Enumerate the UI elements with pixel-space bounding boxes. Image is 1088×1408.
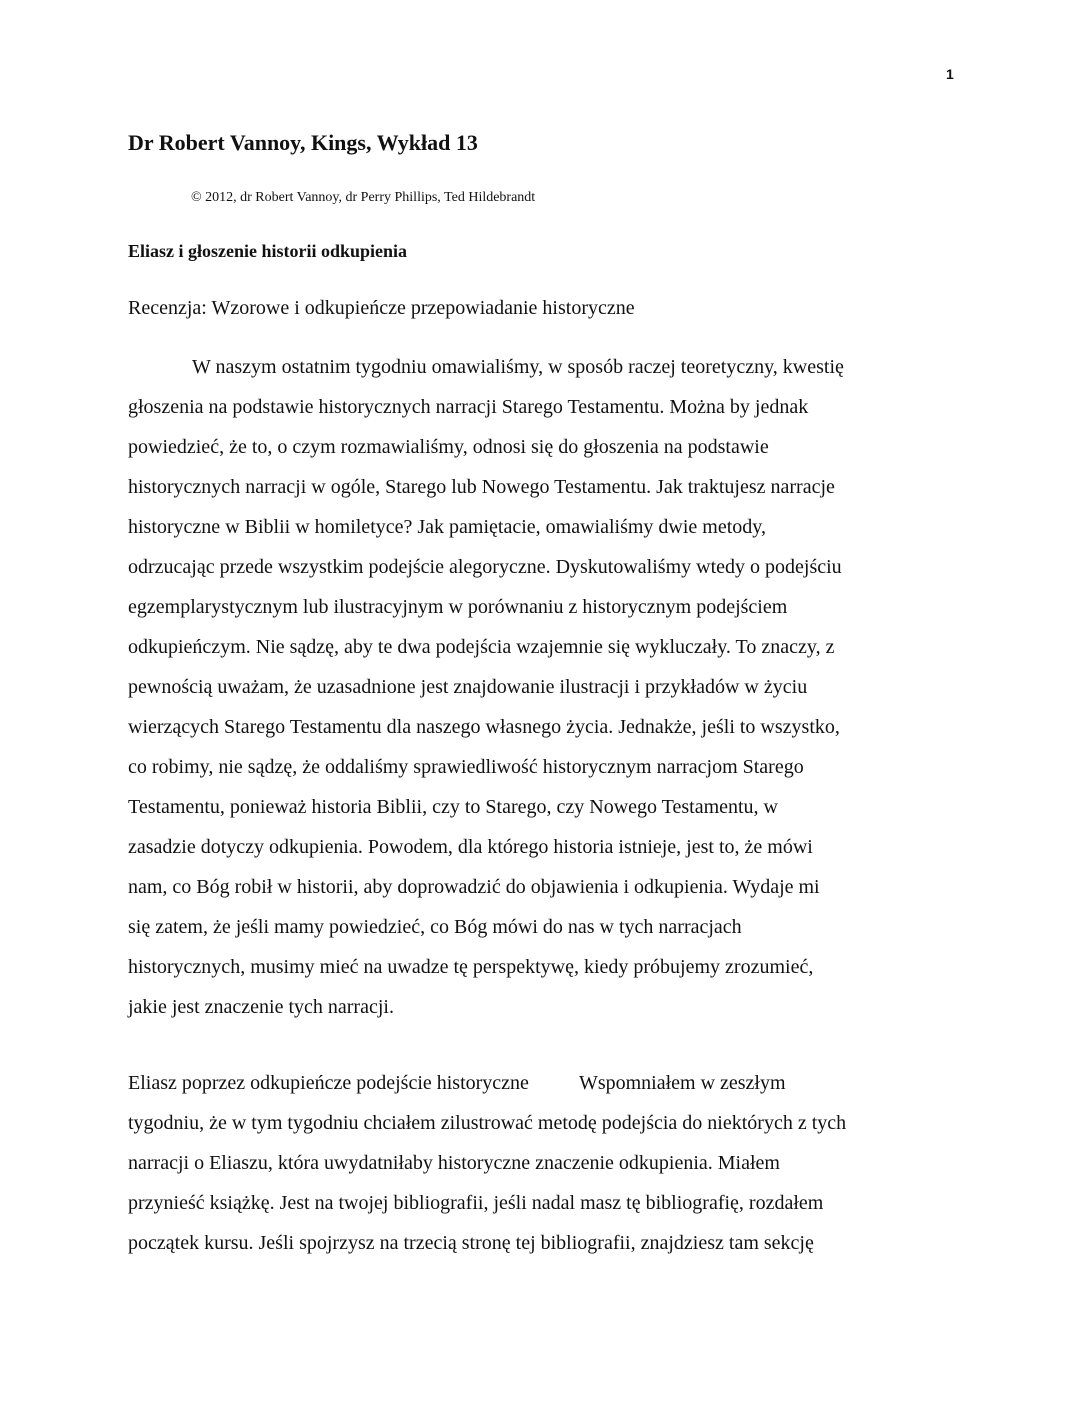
paragraph-line: tygodniu, że w tym tygodniu chciałem zilustrować metodę podejścia do niektórych z tych [128,1112,847,1134]
paragraph-line: W naszym ostatnim tygodniu omawialiśmy, w sposób raczej teoretyczny, kwestię [192,356,844,378]
paragraph-1 [128,347,844,1027]
paragraph-line: wierzących Starego Testamentu dla naszego własnego życia. Jednakże, jeśli to wszystko, [128,716,840,738]
paragraph-line: narracji o Eliaszu, która uwydatniłaby historyczne znaczenie odkupienia. Miałem [128,1152,780,1174]
paragraph-2 [128,1063,846,1263]
paragraph-line: historycznych narracji w ogóle, Starego lub Nowego Testamentu. Jak traktujesz narracje [128,476,835,498]
paragraph-line: nam, co Bóg robił w historii, aby doprowadzić do objawienia i odkupienia. Wydaje mi [128,876,820,898]
paragraph-line: historycznych, musimy mieć na uwadze tę perspektywę, kiedy próbujemy zrozumieć, [128,956,814,978]
paragraph-line: odkupieńczym. Nie sądzę, aby te dwa podejścia wzajemnie się wykluczały. To znaczy, z [128,636,835,658]
paragraph-line: Testamentu, ponieważ historia Biblii, czy to Starego, czy Nowego Testamentu, w [128,796,778,818]
paragraph-line: przynieść książkę. Jest na twojej bibliografii, jeśli nadal masz tę bibliografię, rozdałem [128,1192,824,1214]
paragraph-line-start: Wspomniałem w zeszłym [578,1072,786,1094]
paragraph-line: początek kursu. Jeśli spojrzysz na trzecią stronę tej bibliografii, znajdziesz tam sekcję [128,1232,814,1254]
paragraph-line: powiedzieć, że to, o czym rozmawialiśmy, odnosi się do głoszenia na podstawie [128,436,769,458]
paragraph-line: pewnością uważam, że uzasadnione jest znajdowanie ilustracji i przykładów w życiu [128,676,808,698]
paragraph-line: jakie jest znaczenie tych narracji. [128,996,394,1018]
paragraph-line: odrzucając przede wszystkim podejście alegoryczne. Dyskutowaliśmy wtedy o podejściu [128,556,842,578]
paragraph-line: historyczne w Biblii w homiletyce? Jak pamiętacie, omawialiśmy dwie metody, [128,516,766,538]
paragraph-line: się zatem, że jeśli mamy powiedzieć, co Bóg mówi do nas w tych narracjach [128,916,742,938]
paragraph-line: głoszenia na podstawie historycznych narracji Starego Testamentu. Można by jednak [128,396,809,418]
page-number: 1 [946,66,954,82]
paragraph-line: co robimy, nie sądzę, że oddaliśmy sprawiedliwość historycznym narracjom Starego [128,756,804,778]
inline-section-heading: Eliasz poprzez odkupieńcze podejście historyczne [128,1072,529,1094]
paragraph-line: egzemplarystycznym lub ilustracyjnym w porównaniu z historycznym podejściem [128,596,788,618]
document-title: Dr Robert Vannoy, Kings, Wykład 13 [128,130,478,155]
review-line: Recenzja: Wzorowe i odkupieńcze przepowiadanie historyczne [128,297,635,319]
paragraph-line [128,1063,846,1103]
section-subtitle: Eliasz i głoszenie historii odkupienia [128,241,408,261]
copyright-line: © 2012, dr Robert Vannoy, dr Perry Phillips, Ted Hildebrandt [191,190,536,205]
paragraph-line: zasadzie dotyczy odkupienia. Powodem, dla którego historia istnieje, jest to, że mówi [128,836,813,858]
